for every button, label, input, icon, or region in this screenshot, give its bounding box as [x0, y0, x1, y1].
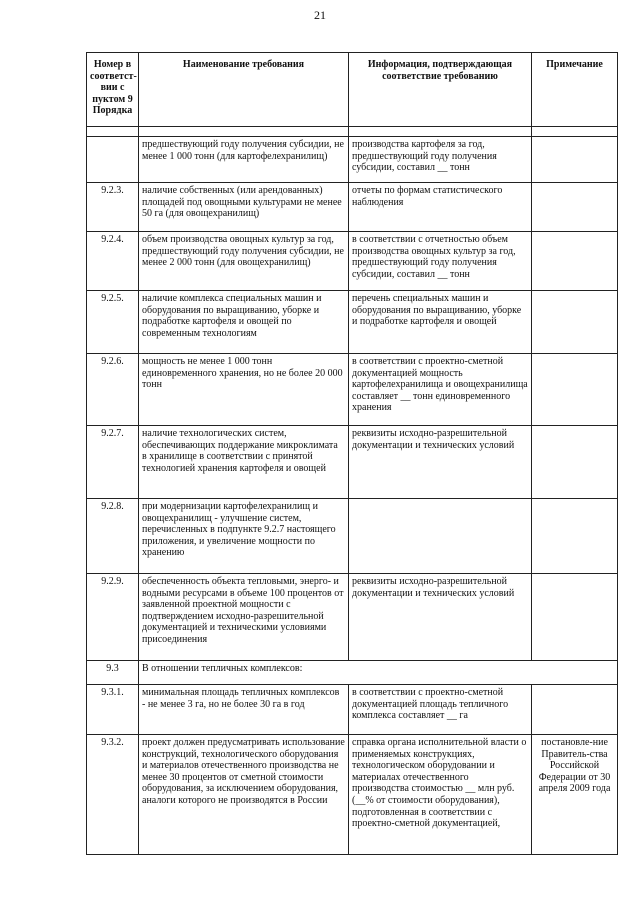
row-number: 9.2.8. — [87, 499, 139, 574]
row-note — [532, 574, 618, 661]
row-note — [532, 354, 618, 426]
row-number: 9.3.2. — [87, 735, 139, 855]
row-number: 9.2.7. — [87, 426, 139, 499]
row-number: 9.2.6. — [87, 354, 139, 426]
table-row — [87, 574, 618, 661]
table-row — [87, 735, 618, 855]
row-confirmation: реквизиты исходно-разрешительной документации и технических условий — [349, 574, 532, 661]
row-confirmation — [349, 499, 532, 574]
row-requirement: наличие собственных (или арендованных) площадей под овощными культурами не менее 50 га (для овощехранилищ) — [139, 183, 349, 232]
row-number: 9.2.5. — [87, 291, 139, 354]
row-requirement: объем производства овощных культур за год, предшествующий году получения субсидии, не менее 2 000 тонн (для овощехранилищ) — [139, 232, 349, 291]
page-number: 21 — [314, 8, 326, 22]
row-requirement: наличие комплекса специальных машин и оборудования по выращиванию, уборке и подработке картофеля и овощей по современным технологиям — [139, 291, 349, 354]
row-note — [532, 137, 618, 183]
row-requirement: проект должен предусматривать использование конструкций, технологического оборудования и материалов отечественного производства не менее 30 процентов от сметной стоимости оборудования, за исключением оборудования, аналоги которого не производятся в России — [139, 735, 349, 855]
requirements-table — [86, 52, 618, 855]
row-note: постановле-ние Правитель-ства Российской Федерации от 30 апреля 2009 года — [532, 735, 618, 855]
row-number: 9.2.4. — [87, 232, 139, 291]
spacer-row — [87, 127, 618, 137]
section-row — [87, 661, 618, 685]
header-confirmation: Информация, подтверждающая соответствие требованию — [349, 53, 532, 127]
row-number: 9.3.1. — [87, 685, 139, 735]
row-confirmation: справка органа исполнительной власти о применяемых конструкциях, технологическом оборудовании и материалах отечественного производства стоимостью __ млн руб. (__% от стоимости оборудования), подготовленная в соответствии с проектно-сметной документацией, — [349, 735, 532, 855]
table-row — [87, 499, 618, 574]
row-confirmation: перечень специальных машин и оборудования по выращиванию, уборке и подработке картофеля и овощей — [349, 291, 532, 354]
table-row — [87, 685, 618, 735]
row-note — [532, 426, 618, 499]
row-confirmation: в соответствии с отчетностью объем производства овощных культур за год, предшествующий году получения субсидии, составил __ тонн — [349, 232, 532, 291]
section-number: 9.3 — [87, 661, 139, 685]
row-requirement: минимальная площадь тепличных комплексов - не менее 3 га, но не более 30 га в год — [139, 685, 349, 735]
row-requirement: при модернизации картофелехранилищ и овощехранилищ - улучшение систем, перечисленных в подпункте 9.2.7 настоящего приложения, и увеличение мощности по хранению — [139, 499, 349, 574]
table-row — [87, 354, 618, 426]
row-number — [87, 137, 139, 183]
row-requirement: предшествующий году получения субсидии, не менее 1 000 тонн (для картофелехранилищ) — [139, 137, 349, 183]
table-header-row — [87, 53, 618, 127]
row-confirmation: производства картофеля за год, предшествующий году получения субсидии, составил __ тонн — [349, 137, 532, 183]
row-confirmation: в соответствии с проектно-сметной документацией мощность картофелехранилища и овощехранилища составляет __ тонн единовременного хранения — [349, 354, 532, 426]
row-note — [532, 291, 618, 354]
row-requirement: обеспеченность объекта тепловыми, энерго- и водными ресурсами в объеме 100 процентов от заявленной проектной мощности с подтверждением исходно-разрешительной документацией и техническими условиями присоединения — [139, 574, 349, 661]
row-confirmation: отчеты по формам статистического наблюдения — [349, 183, 532, 232]
table-row — [87, 232, 618, 291]
row-requirement: мощность не менее 1 000 тонн единовременного хранения, но не более 20 000 тонн — [139, 354, 349, 426]
row-number: 9.2.3. — [87, 183, 139, 232]
header-requirement: Наименование требования — [139, 53, 349, 127]
header-note: Примечание — [532, 53, 618, 127]
table-row — [87, 137, 618, 183]
row-note — [532, 685, 618, 735]
row-confirmation: реквизиты исходно-разрешительной документации и технических условий — [349, 426, 532, 499]
row-note — [532, 183, 618, 232]
row-requirement: наличие технологических систем, обеспечивающих поддержание микроклимата в хранилище в соответствии с принятой технологией хранения картофеля и овощей — [139, 426, 349, 499]
row-confirmation: в соответствии с проектно-сметной документацией площадь тепличного комплекса составляет __ га — [349, 685, 532, 735]
header-number: Номер в соответст-вии с пуктом 9 Порядка — [87, 53, 139, 127]
row-note — [532, 499, 618, 574]
table-row — [87, 426, 618, 499]
row-note — [532, 232, 618, 291]
section-title: В отношении тепличных комплексов: — [139, 661, 618, 685]
row-number: 9.2.9. — [87, 574, 139, 661]
table-row — [87, 183, 618, 232]
table-row — [87, 291, 618, 354]
